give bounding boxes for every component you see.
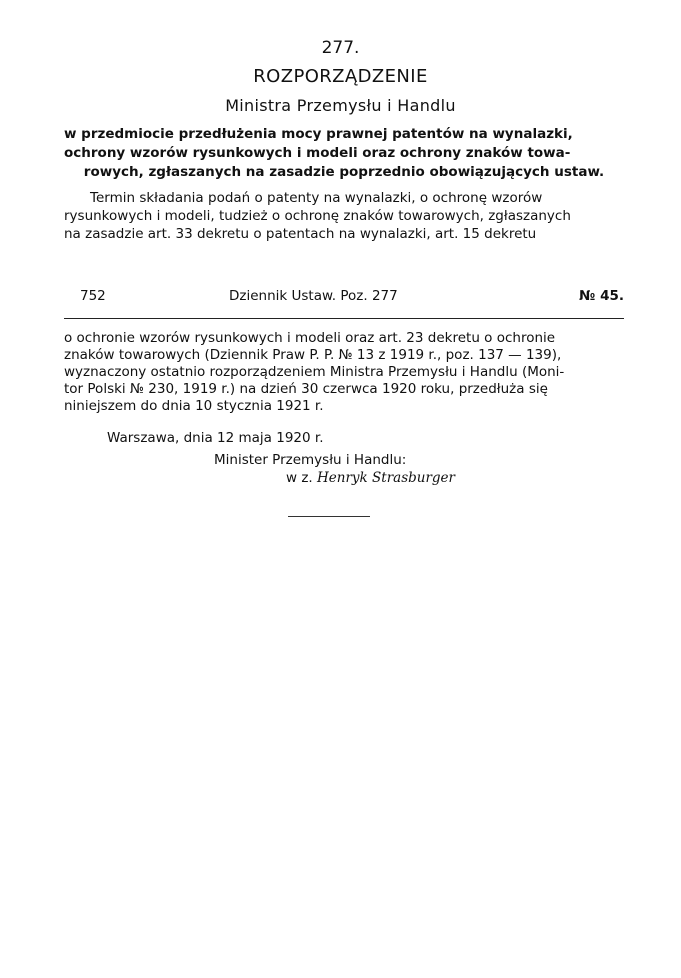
subject-line: ochrony wzorów rysunkowych i modeli oraz ochrony znaków towa- [64,145,571,161]
paragraph-line: rysunkowych i modeli, tudzież o ochronę znaków towarowych, zgłaszanych [64,208,571,224]
document-subtitle: Ministra Przemysłu i Handlu [225,96,456,115]
paragraph-line: Termin składania podań o patenty na wynalazki, o ochronę wzorów [90,190,543,206]
paragraph-line: wyznaczony ostatnio rozporządzeniem Ministra Przemysłu i Handlu (Moni- [64,364,565,380]
paragraph-line: na zasadzie art. 33 dekretu o patentach na wynalazki, art. 15 dekretu [64,226,537,242]
item-number: 277. [321,38,360,58]
journal-name: Dziennik Ustaw. Poz. 277 [229,288,398,304]
document-title: ROZPORZĄDZENIE [253,66,428,87]
page-number: 752 [80,288,106,304]
paragraph-line: tor Polski № 230, 1919 r.) na dzień 30 czerwca 1920 roku, przedłuża się [64,381,548,397]
signature [286,470,455,486]
end-rule [288,516,370,517]
paragraph-line: o ochronie wzorów rysunkowych i modeli oraz art. 23 dekretu o ochronie [64,330,556,346]
subject-line: w przedmiocie przedłużenia mocy prawnej patentów na wynalazki, [64,126,573,142]
subject-line: rowych, zgłaszanych na zasadzie poprzednio obowiązujących ustaw. [83,164,605,180]
header-rule [64,318,624,319]
paragraph-line: niniejszem do dnia 10 stycznia 1921 r. [64,398,324,414]
place-date: Warszawa, dnia 12 maja 1920 r. [107,430,324,446]
signer-title: Minister Przemysłu i Handlu: [214,452,407,468]
issue-number: № 45. [579,288,624,304]
running-header [64,288,624,308]
paragraph-line: znaków towarowych (Dziennik Praw P. P. № 13 z 1919 r., poz. 137 — 139), [64,347,562,363]
signature-name: Henryk Strasburger [317,470,456,486]
signature-prefix: w z. [286,470,313,486]
